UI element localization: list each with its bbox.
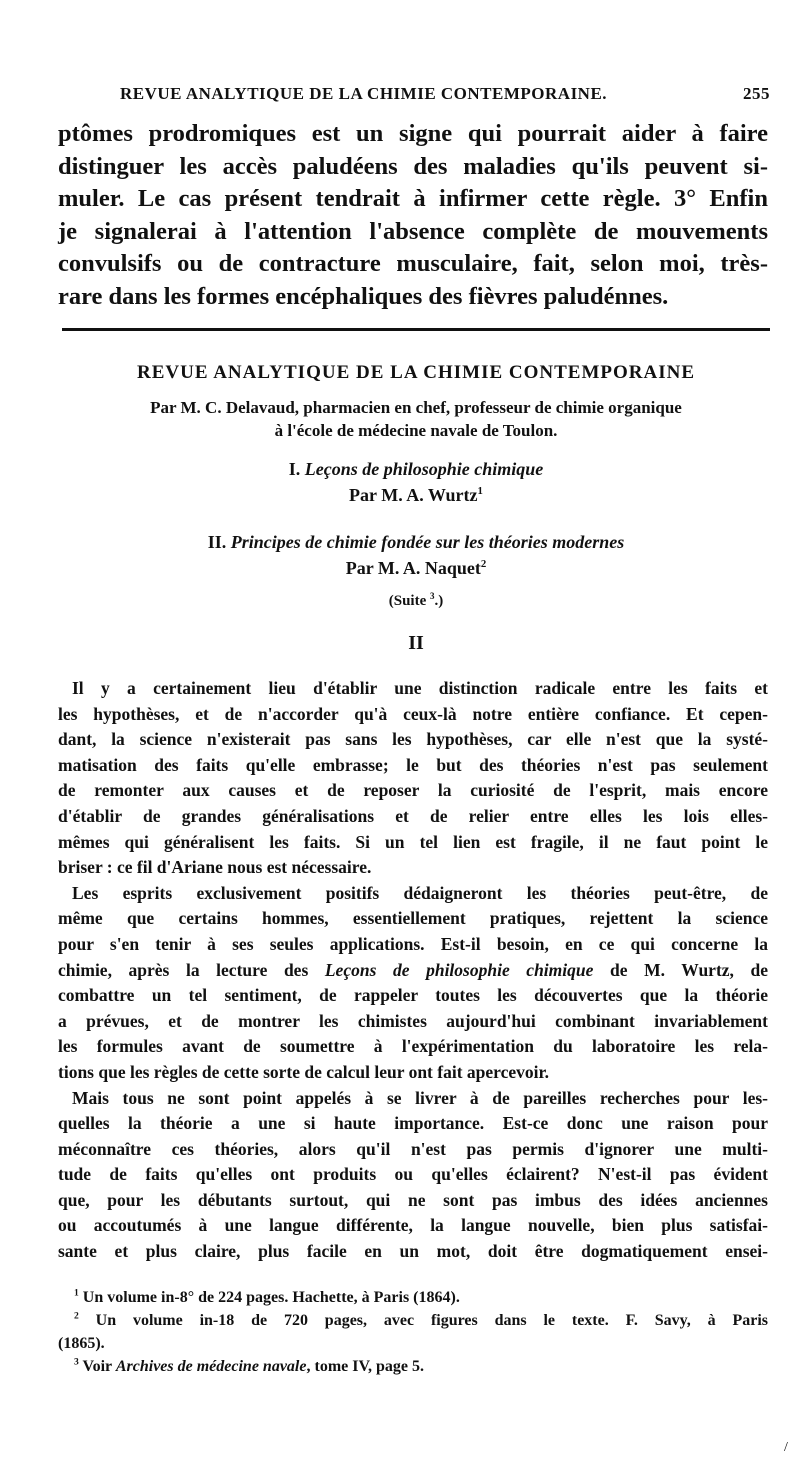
footnote-ref: 1	[477, 485, 483, 497]
book-author: Par M. A. Wurtz	[349, 485, 478, 505]
text-line: rare dans les formes encéphaliques des fièvres paludénnes.	[58, 282, 669, 310]
footnote-text: Voir	[82, 1358, 116, 1375]
lead-paragraph	[58, 118, 768, 314]
book-author-2	[62, 558, 770, 579]
text-line: de remonter aux causes et de reposer la curiosité de l'esprit, mais encore	[58, 780, 768, 801]
footnote-2-continued: (1865).	[58, 1335, 105, 1352]
text-line: matisation des faits qu'elle embrasse; le but des théories n'est pas seulement	[58, 754, 768, 775]
cited-journal: Archives de médecine navale	[115, 1358, 307, 1375]
edge-mark: /	[784, 1440, 788, 1455]
text-line: je signalerai à l'attention l'absence complète de mouvements	[58, 217, 768, 245]
text-line: ptômes prodromiques est un signe qui pourrait aider à faire	[58, 120, 768, 147]
book-title: Principes de chimie fondée sur les théories modernes	[230, 532, 625, 552]
text-line: ou accoutumés à une langue différente, la langue nouvelle, bien plus satisfai-	[58, 1215, 768, 1236]
footnote-ref: 3	[430, 591, 435, 601]
text-line: dant, la science n'existerait pas sans les hypothèses, car elle n'est que la systé-	[58, 729, 768, 750]
text-line: convulsifs ou de contracture musculaire, fait, selon moi, très-	[58, 250, 768, 278]
text-line: combattre un tel sentiment, de rappeler toutes les découvertes que la théorie	[58, 985, 768, 1006]
part-number: II	[408, 632, 424, 654]
body-text	[58, 676, 768, 1265]
footnote-mark: 3	[74, 1356, 79, 1368]
text-line: les formules avant de soumettre à l'expérimentation du laboratoire les rela-	[58, 1036, 768, 1057]
cited-title: Leçons de philosophie chimique	[324, 959, 594, 980]
suite-close: .)	[434, 593, 444, 609]
footnote-mark: 1	[74, 1287, 79, 1299]
text-line: méconnaître ces théories, alors qu'il n'est pas permis d'ignorer une multi-	[58, 1138, 768, 1159]
footnote-2	[58, 1309, 768, 1332]
footnote-text: Un volume in-8° de 224 pages. Hachette, à Paris (1864).	[82, 1289, 460, 1306]
page-number: 255	[743, 84, 770, 103]
text-line: que, pour les débutants surtout, qui ne sont pas imbus des idées anciennes	[58, 1189, 768, 1210]
text-line: Les esprits exclusivement positifs dédaigneront les théories peut-être, de	[72, 882, 768, 903]
footnote-ref: 2	[480, 558, 487, 570]
book-title: Leçons de philosophie chimique	[304, 459, 544, 479]
text-line: mêmes qui généralisent les faits. Si un tel lien est fragile, il ne faut point le	[58, 831, 768, 852]
section-divider	[62, 328, 770, 331]
text-segment: chimie, après la lecture des	[58, 959, 325, 980]
suite-label: (Suite	[388, 593, 427, 609]
footnote-text: , tome IV, page 5.	[306, 1358, 424, 1375]
running-title: REVUE ANALYTIQUE DE LA CHIMIE CONTEMPORAINE.	[120, 84, 608, 103]
footnote-3	[58, 1355, 768, 1378]
running-header	[120, 84, 770, 108]
text-line: distinguer les accès paludéens des maladies qu'ils peuvent si-	[58, 152, 768, 180]
author-line: Par M. C. Delavaud, pharmacien en chef, professeur de chimie organique	[150, 398, 682, 417]
text-line: tude de faits qu'elles ont produits ou qu'elles éclairent? N'est-il pas évident	[58, 1164, 768, 1185]
book-title-1	[62, 459, 770, 480]
footnote-mark: 2	[74, 1310, 79, 1322]
book-author-1	[62, 485, 770, 506]
text-line: briser : ce fil d'Ariane nous est nécessaire.	[58, 857, 372, 878]
text-line: a prévues, et de montrer les chimistes aujourd'hui combinant invariablement	[58, 1010, 768, 1031]
text-line: les hypothèses, et de n'accorder qu'à ceux-là notre entière confiance. Et cepen-	[58, 703, 768, 724]
section-title: REVUE ANALYTIQUE DE LA CHIMIE CONTEMPORAINE	[136, 362, 695, 383]
text-line: Il y a certainement lieu d'établir une distinction radicale entre les faits et	[72, 678, 768, 698]
text-line: quelles la théorie a une si haute importance. Est-ce donc une raison pour	[58, 1113, 768, 1134]
text-line: même que certains hommes, essentiellement pratiques, rejettent la science	[58, 908, 768, 929]
book-author: Par M. A. Naquet	[345, 558, 481, 578]
continuation-note	[62, 593, 770, 610]
footnotes	[58, 1286, 768, 1378]
text-line: muler. Le cas présent tendrait à infirmer cette règle. 3° Enfin	[58, 185, 768, 213]
text-line: Mais tous ne sont point appelés à se livrer à de pareilles recherches pour les-	[72, 1087, 768, 1108]
book-number: II.	[207, 532, 227, 552]
text-line	[58, 958, 768, 984]
text-line: pour s'en tenir à ses seules applications. Est-il besoin, en ce qui concerne la	[58, 933, 768, 954]
text-line: tions que les règles de cette sorte de calcul leur ont fait apercevoir.	[58, 1061, 550, 1082]
footnote-1	[58, 1286, 768, 1309]
book-title-2	[62, 532, 770, 553]
text-segment: de M. Wurtz, de	[593, 959, 769, 980]
book-number: I.	[288, 459, 301, 479]
footnote-text: Un volume in-18 de 720 pages, avec figures dans le texte. F. Savy, à Paris	[95, 1312, 769, 1329]
text-line: d'établir de grandes généralisations et de relier entre elles les lois elles-	[58, 805, 768, 826]
author-affiliation: à l'école de médecine navale de Toulon.	[274, 421, 558, 440]
text-line: sante et plus claire, plus facile en un mot, doit être dogmatiquement ensei-	[58, 1241, 768, 1262]
